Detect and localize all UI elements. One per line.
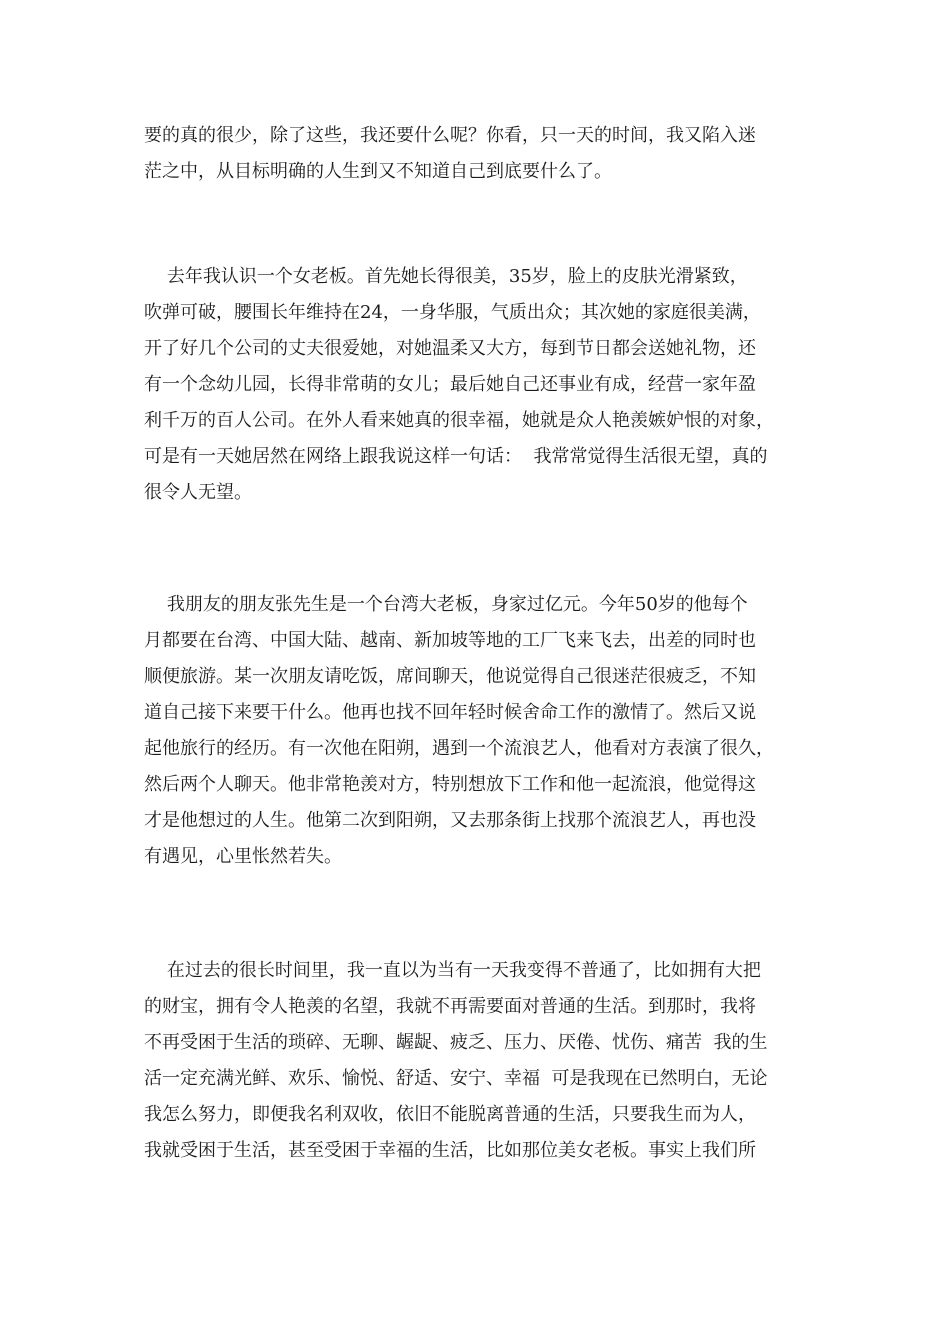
text-line: 我怎么努力，即便我名利双收，依旧不能脱离普通的生活，只要我生而为人， <box>144 1104 756 1125</box>
text-line: 不再受困于生活的琐碎、无聊、龌龊、疲乏、压力、厌倦、忧伤、痛苦 我的生 <box>144 1032 768 1053</box>
text-line: 吹弹可破，腰围长年维持在24，一身华服，气质出众；其次她的家庭很美满， <box>144 302 761 323</box>
text-line: 开了好几个公司的丈夫很爱她，对她温柔又大方，每到节日都会送她礼物，还 <box>144 338 756 359</box>
text-line: 在过去的很长时间里，我一直以为当有一天我变得不普通了，比如拥有大把 <box>144 960 761 981</box>
text-line: 道自己接下来要干什么。他再也找不回年轻时候舍命工作的激情了。然后又说 <box>144 702 756 723</box>
text-line: 可是有一天她居然在网络上跟我说这样一句话： 我常常觉得生活很无望，真的 <box>144 446 768 467</box>
text-line: 有遇见，心里怅然若失。 <box>144 846 342 867</box>
text-line: 然后两个人聊天。他非常艳羡对方，特别想放下工作和他一起流浪，他觉得这 <box>144 774 756 795</box>
paragraph-female-boss <box>144 259 824 511</box>
text-line: 活一定充满光鲜、欢乐、愉悦、舒适、安宁、幸福 可是我现在已然明白，无论 <box>144 1068 768 1089</box>
text-line: 才是他想过的人生。他第二次到阳朔，又去那条街上找那个流浪艺人，再也没 <box>144 810 756 831</box>
text-line: 很令人无望。 <box>144 482 252 503</box>
text-line: 利千万的百人公司。在外人看来她真的很幸福，她就是众人艳羡嫉妒恨的对象， <box>144 410 774 431</box>
paragraph-ordinary-life <box>144 953 824 1169</box>
text-line: 茫之中，从目标明确的人生到又不知道自己到底要什么了。 <box>144 161 612 182</box>
paragraph-mr-zhang <box>144 587 824 875</box>
text-line: 的财宝，拥有令人艳羡的名望，我就不再需要面对普通的生活。到那时，我将 <box>144 996 756 1017</box>
text-line: 顺便旅游。某一次朋友请吃饭，席间聊天，他说觉得自己很迷茫很疲乏，不知 <box>144 666 756 687</box>
text-line: 我就受困于生活，甚至受困于幸福的生活，比如那位美女老板。事实上我们所 <box>144 1140 756 1161</box>
paragraph-continuation <box>144 118 824 190</box>
text-line: 要的真的很少，除了这些，我还要什么呢？你看，只一天的时间，我又陷入迷 <box>144 125 756 146</box>
text-line: 起他旅行的经历。有一次他在阳朔，遇到一个流浪艺人，他看对方表演了很久， <box>144 738 774 759</box>
text-line: 去年我认识一个女老板。首先她长得很美，35岁，脸上的皮肤光滑紧致， <box>144 266 748 287</box>
text-line: 有一个念幼儿园，长得非常萌的女儿；最后她自己还事业有成，经营一家年盈 <box>144 374 756 395</box>
text-line: 我朋友的朋友张先生是一个台湾大老板，身家过亿元。今年50岁的他每个 <box>144 594 748 615</box>
text-line: 月都要在台湾、中国大陆、越南、新加坡等地的工厂飞来飞去，出差的同时也 <box>144 630 756 651</box>
